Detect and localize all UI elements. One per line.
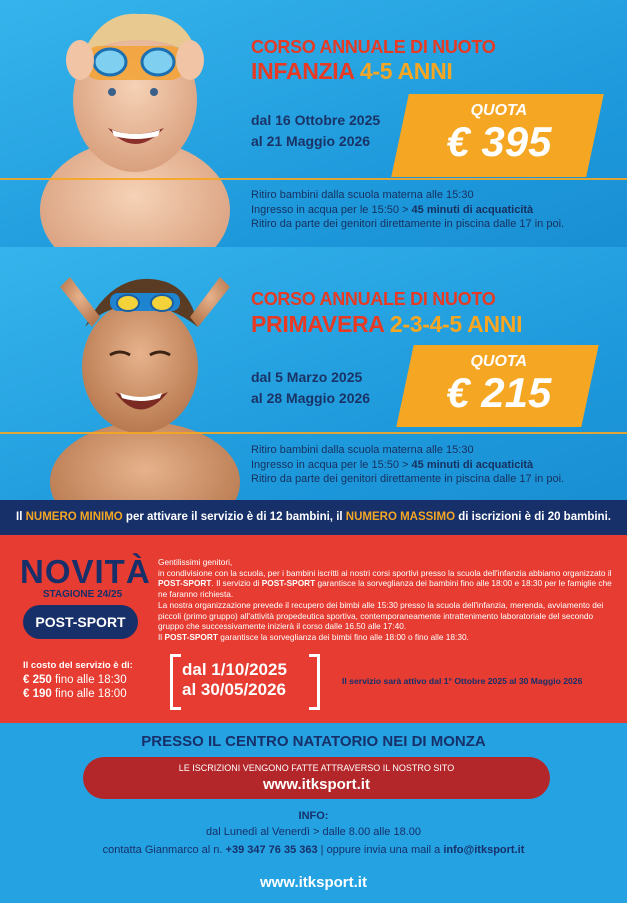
- range-to: al 30/05/2026: [182, 680, 286, 699]
- date-range: [182, 660, 287, 700]
- venue-heading: PRESSO IL CENTRO NATATORIO NEI DI MONZA: [141, 733, 486, 750]
- contact-phone[interactable]: +39 347 76 35 363: [225, 844, 318, 856]
- infanzia-info-2a: Ingresso in acqua per le 15:50 >: [251, 203, 412, 216]
- registration-note: LE ISCRIZIONI VENGONO FATTE ATTRAVERSO IL NOSTRO SITO: [178, 763, 455, 773]
- primavera-info-1: Ritiro bambini dalla scuola materna alle 15:30: [251, 444, 474, 456]
- bar-text-2: per attivare il servizio è di 12 bambini, il: [122, 511, 346, 523]
- contact-text-1: contatta Gianmarco al n.: [102, 844, 226, 856]
- primavera-date-to: al 28 Maggio 2026: [251, 390, 371, 406]
- infanzia-info-2b: 45 minuti di acquaticità: [411, 203, 534, 216]
- range-from: dal 1/10/2025: [182, 660, 287, 679]
- primavera-quota-box: [396, 345, 598, 427]
- infanzia-date-to: al 21 Maggio 2026: [251, 133, 371, 149]
- primavera-quota-label: QUOTA: [470, 353, 528, 370]
- infanzia-quota-price: € 395: [446, 118, 552, 165]
- infanzia-info: [251, 188, 564, 232]
- novita-block: [20, 553, 151, 600]
- stagione-label: STAGIONE 24/25: [42, 589, 123, 600]
- info-contact: [0, 844, 627, 856]
- infanzia-quota-label: QUOTA: [470, 102, 528, 119]
- para-4: [158, 632, 613, 643]
- primavera-section: [0, 247, 627, 500]
- costo-label: Il costo del servizio è di:: [23, 660, 133, 671]
- bar-text-1: Il: [16, 511, 26, 523]
- para-4a: Il: [158, 631, 165, 642]
- bar-numero-minimo: NUMERO MINIMO: [25, 511, 123, 523]
- para-4c: garantisce la sorveglianza dei bimbi fino alle 18:00 o fino alle 18:30.: [217, 631, 469, 642]
- info-hours: dal Lunedì al Venerdì > dalle 8.00 alle 18.00: [206, 826, 421, 838]
- infanzia-title-line2: [251, 58, 453, 85]
- primavera-info-2a: Ingresso in acqua per le 15:50 >: [251, 458, 412, 471]
- price-250-text: fino alle 18:30: [51, 674, 127, 686]
- infanzia-info-2: [251, 203, 564, 218]
- footer-site-link[interactable]: www.itksport.it: [260, 874, 367, 891]
- primavera-course-name: PRIMAVERA: [251, 311, 384, 337]
- service-active-note: Il servizio sarà attivo dal 1° Ottobre 2025 al 30 Maggio 2026: [342, 676, 583, 686]
- para-2: [158, 568, 613, 600]
- child-goggles-photo-1: [40, 0, 240, 247]
- infanzia-dates: [251, 110, 380, 152]
- novita-heading: NOVITÀ: [20, 553, 151, 590]
- para-4b: POST-SPORT: [164, 631, 218, 642]
- infanzia-course-name: INFANZIA: [251, 58, 354, 84]
- primavera-info-3: Ritiro da parte dei genitori direttamente in piscina dalle 17 in poi.: [251, 473, 565, 485]
- infanzia-info-3: Ritiro da parte dei genitori direttamente in piscina dalle 17 in poi.: [251, 218, 565, 230]
- contact-text-2: | oppure invia una mail a: [317, 844, 444, 856]
- capacity-bar: [0, 500, 627, 535]
- para-greeting: Gentilissimi genitori,: [158, 557, 233, 567]
- price-190-text: fino alle 18:00: [51, 688, 127, 700]
- costo-price-1: [23, 673, 133, 687]
- post-sport-paragraph: [158, 557, 613, 643]
- bar-text-3: di iscrizioni è di 20 bambini.: [455, 511, 611, 523]
- primavera-dates: [251, 367, 370, 409]
- primavera-info: [251, 443, 564, 487]
- info-heading: INFO:: [298, 810, 329, 822]
- infanzia-quota-box: [391, 94, 604, 177]
- primavera-info-2: [251, 458, 564, 473]
- price-190: € 190: [23, 688, 52, 700]
- price-250: € 250: [23, 674, 52, 686]
- primavera-date-from: dal 5 Marzo 2025: [251, 369, 363, 385]
- primavera-title-line1: CORSO ANNUALE DI NUOTO: [251, 289, 496, 309]
- para-2a: in condivisione con la scuola, per i bambini iscritti ai nostri corsi sportivi presso la scuola dell'infanzia abbiamo organizzato il: [158, 567, 612, 578]
- divider: [0, 432, 627, 434]
- primavera-quota-price: € 215: [446, 369, 552, 416]
- divider: [0, 178, 627, 180]
- post-sport-pill: POST-SPORT: [23, 605, 138, 639]
- registration-site-link[interactable]: www.itksport.it: [263, 776, 370, 793]
- para-2e: garantisce la sorveglianza dei bambini fino alle 18:00 e 18:30 per le famiglie che ne faranno richiesta.: [158, 578, 612, 600]
- infanzia-section: [0, 0, 627, 247]
- para-2d: POST-SPORT: [261, 578, 316, 589]
- infanzia-title-line1: CORSO ANNUALE DI NUOTO: [251, 37, 496, 57]
- para-2c: . Il servizio di: [211, 578, 262, 589]
- infanzia-age-range: 4-5 ANNI: [359, 58, 453, 84]
- primavera-age-range: 2-3-4-5 ANNI: [389, 311, 523, 337]
- bar-numero-massimo: NUMERO MASSIMO: [345, 511, 456, 523]
- primavera-title-line2: [251, 311, 522, 338]
- para-2b: POST-SPORT: [158, 578, 212, 589]
- registration-pill[interactable]: [83, 757, 550, 799]
- primavera-info-2b: 45 minuti di acquaticità: [411, 458, 534, 471]
- infanzia-info-1: Ritiro bambini dalla scuola materna alle 15:30: [251, 189, 474, 201]
- costo-price-2: [23, 687, 133, 701]
- child-goggles-photo-2: [40, 257, 250, 500]
- infanzia-date-from: dal 16 Ottobre 2025: [251, 112, 381, 128]
- costo-block: [23, 659, 133, 701]
- para-3: La nostra organizzazione prevede il recupero dei bimbi alle 15:30 presso la scuola dell'infanzia, merenda, avviamento dei piccoli (primo gruppo) all'attività propedeutica sportiva, contemporaneamente intrattenimento laboratoriale del secondo gruppo che successivamente inizierà il corso dalle 16.50 alle 17:40.: [158, 599, 604, 632]
- contact-email[interactable]: info@itksport.it: [443, 844, 525, 856]
